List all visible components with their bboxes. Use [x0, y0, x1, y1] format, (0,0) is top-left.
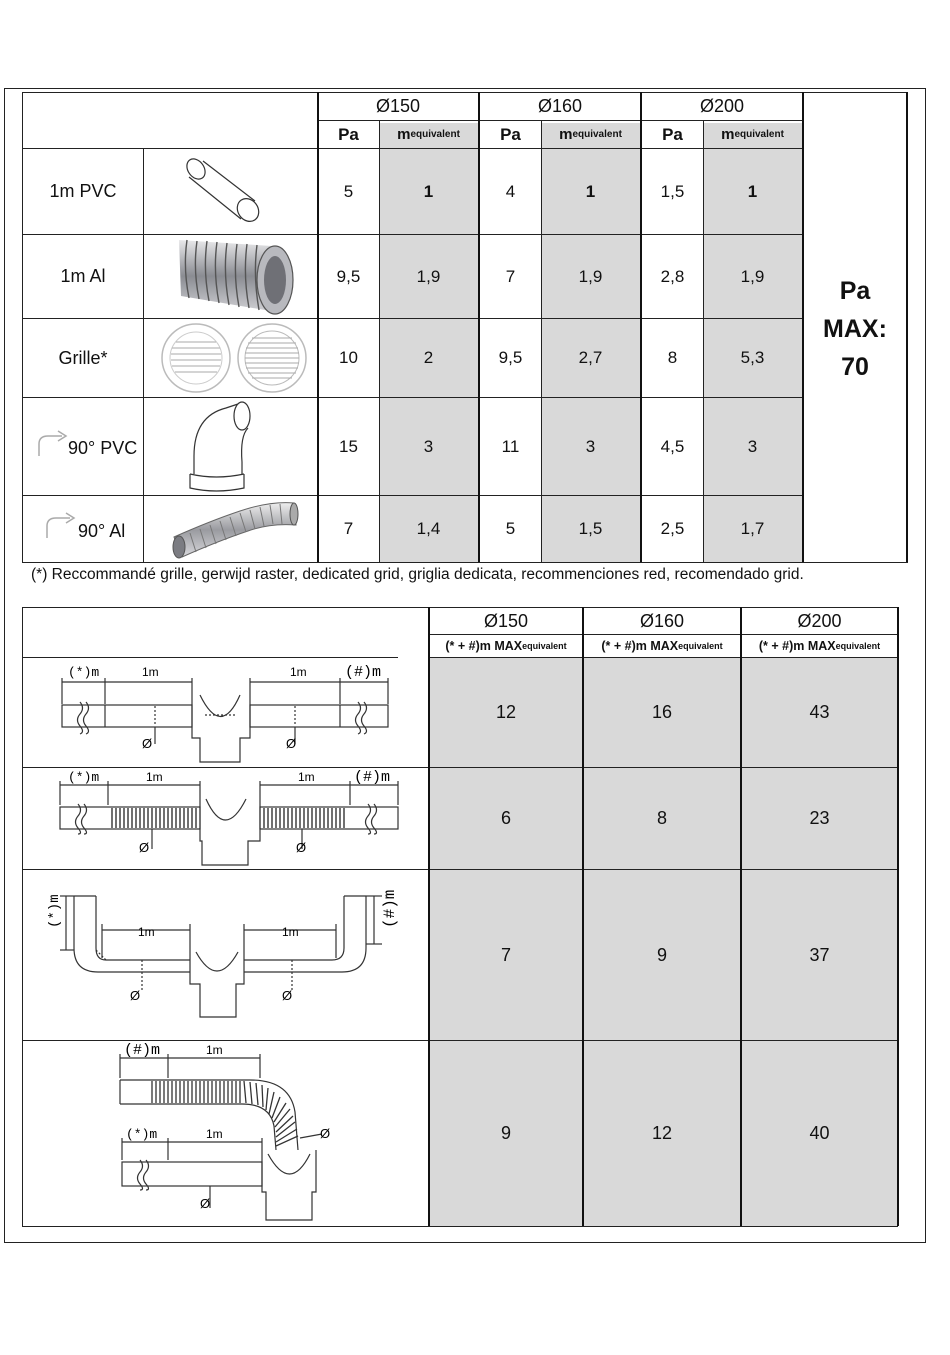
pa-max-label: Pa MAX: 70: [823, 277, 887, 381]
cell-value: 9: [656, 944, 667, 965]
cell-value: 1: [585, 181, 596, 201]
t1-m-header: m equivalent: [559, 126, 622, 143]
cell-value: 2,5: [660, 519, 685, 538]
cell-value: 7: [343, 519, 354, 538]
cell-value: 3: [585, 436, 596, 456]
svg-text:(#)m: (#)m: [381, 889, 399, 928]
svg-text:1m: 1m: [298, 770, 315, 784]
cell-value: 1: [423, 181, 434, 201]
cell-value: 8: [656, 808, 667, 828]
svg-text:Ø: Ø: [139, 840, 150, 855]
footnote: (*) Reccommandé grille, gerwijd raster, dedicated grid, griglia dedicata, recommenciones red, recomendado grid.: [31, 566, 804, 583]
cell-value: 4: [505, 181, 516, 201]
row-label-90-pvc: 90° PVC: [68, 438, 138, 458]
cell-value: 1: [747, 181, 758, 201]
t1-header-d150: Ø150: [375, 96, 421, 116]
row-label-grille: Grille*: [58, 347, 108, 368]
row-label-1m-al: 1m Al: [60, 266, 106, 286]
t2-subheader: (* + #)m MAX equivalent: [758, 639, 881, 653]
svg-text:Ø: Ø: [320, 1126, 331, 1141]
cell-value: 4,5: [660, 436, 685, 456]
row-label-1m-pvc: 1m PVC: [49, 181, 117, 201]
cell-value: 1,9: [740, 266, 765, 286]
cell-value: 12: [651, 1123, 673, 1143]
svg-text:1m: 1m: [282, 925, 299, 939]
cell-value: 6: [500, 808, 511, 828]
svg-text:1m: 1m: [138, 925, 155, 939]
svg-text:(*)m: (*)m: [47, 894, 63, 928]
t1-pa-header: Pa: [662, 124, 683, 144]
cell-value: 3: [423, 436, 434, 456]
cell-value: 5,3: [740, 348, 765, 367]
svg-text:1m: 1m: [146, 770, 163, 784]
straight-flex-duct-diagram: [40, 769, 400, 867]
svg-text:1m: 1m: [206, 1043, 223, 1057]
svg-text:1m: 1m: [290, 665, 307, 679]
cell-value: 7: [500, 944, 511, 965]
svg-text:(#)m: (#)m: [354, 769, 391, 786]
svg-text:Ø: Ø: [282, 988, 293, 1003]
svg-text:(*)m: (*)m: [68, 665, 100, 680]
t1-header-d200: Ø200: [699, 96, 745, 116]
t1-pa-header: Pa: [338, 124, 359, 144]
svg-text:(*)m: (*)m: [68, 770, 100, 785]
cell-value: 2: [423, 348, 434, 367]
grille-icon: [160, 320, 310, 396]
svg-text:(*)m: (*)m: [126, 1127, 158, 1142]
svg-text:(#)m: (#)m: [124, 1042, 161, 1059]
cell-value: 1,5: [660, 181, 685, 201]
cell-value: 43: [809, 702, 830, 722]
svg-text:Ø: Ø: [200, 1196, 211, 1211]
t1-pa-header: Pa: [500, 124, 521, 144]
cell-value: 9,5: [336, 266, 361, 286]
cell-value: 1,5: [578, 519, 603, 538]
cell-value: 37: [809, 944, 830, 965]
cell-value: 9,5: [498, 348, 523, 367]
cell-value: 12: [495, 702, 517, 722]
t2-header-d160: Ø160: [639, 610, 685, 631]
pvc-pipe-icon: [185, 155, 271, 229]
turn-arrow-icon: [44, 512, 80, 540]
svg-text:Ø: Ø: [286, 736, 297, 751]
cell-value: 11: [501, 436, 520, 456]
aluminium-flex-duct-icon: [177, 236, 297, 316]
svg-text:1m: 1m: [142, 665, 159, 679]
svg-text:Ø: Ø: [142, 736, 153, 751]
cell-value: 1,4: [416, 519, 441, 538]
cell-value: 1,7: [740, 519, 765, 538]
t2-header-d150: Ø150: [483, 610, 529, 631]
cell-value: 3: [747, 436, 758, 456]
cell-value: 15: [339, 436, 358, 456]
cell-value: 16: [651, 702, 673, 722]
cell-value: 2,7: [578, 348, 603, 367]
cell-value: 2,8: [660, 266, 685, 286]
svg-text:Ø: Ø: [296, 840, 307, 855]
cell-value: 9: [500, 1123, 511, 1143]
svg-text:1m: 1m: [206, 1127, 223, 1141]
cell-value: 1,9: [578, 266, 603, 286]
t2-header-d200: Ø200: [797, 610, 842, 631]
cell-value: 7: [505, 266, 516, 286]
t1-header-d160: Ø160: [537, 96, 583, 116]
cell-value: 1,9: [416, 266, 441, 286]
t2-subheader: (* + #)m MAX equivalent: [601, 639, 723, 653]
cell-value: 5: [505, 519, 516, 538]
t1-m-header: m equivalent: [397, 126, 460, 143]
t1-m-header: m equivalent: [721, 126, 784, 143]
straight-pvc-duct-diagram: [40, 660, 400, 765]
cell-value: 10: [339, 348, 358, 367]
row-label-90-al: 90° Al: [78, 521, 126, 541]
svg-text:Ø: Ø: [130, 988, 141, 1003]
cell-value: 40: [809, 1123, 830, 1143]
aluminium-elbow-icon: [170, 497, 300, 559]
turn-arrow-icon: [36, 430, 72, 458]
cell-value: 5: [343, 181, 354, 201]
elbow-pvc-duct-diagram: [30, 872, 400, 1037]
cell-value: 23: [809, 808, 830, 828]
cell-value: 8: [667, 348, 678, 367]
svg-text:(#)m: (#)m: [345, 664, 382, 681]
t2-subheader: (* + #)m MAX equivalent: [445, 639, 567, 653]
pvc-elbow-icon: [186, 398, 256, 494]
flex-and-pvc-duct-diagram: [100, 1042, 400, 1224]
